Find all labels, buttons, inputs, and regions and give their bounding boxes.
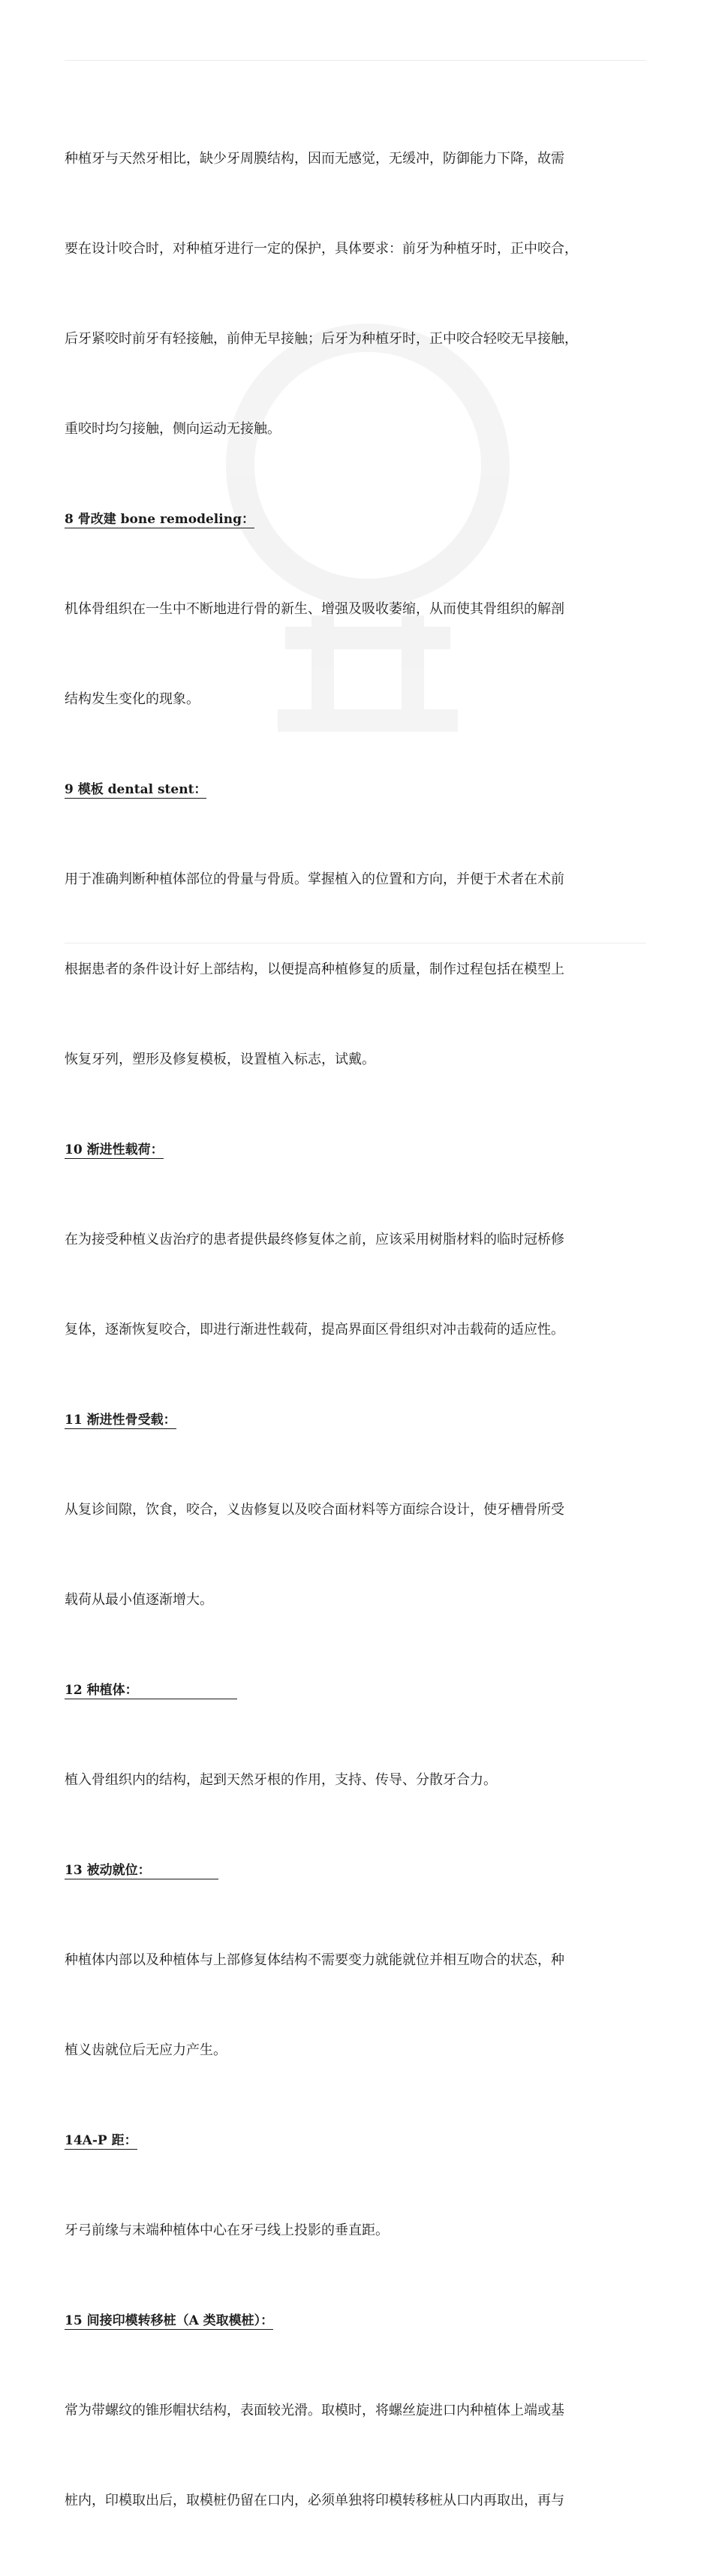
heading-progressive-bone-loading: 11 渐进性骨受载： — [65, 1413, 176, 1428]
text-line: 根据患者的条件设计好上部结构，以便提高种植修复的质量，制作过程包括在模型上 — [65, 961, 564, 977]
section-paragraph — [65, 805, 650, 1135]
heading-implant: 12 种植体： — [65, 1682, 237, 1699]
text-line: 种植牙与天然牙相比，缺少牙周膜结构，因而无感觉，无缓冲，防御能力下降，故需 — [65, 151, 564, 167]
section-heading — [65, 1855, 650, 1885]
section-heading — [65, 1135, 650, 1165]
heading-indirect-impression-coping: 15 间接印模转移桩（A 类取模桩）： — [65, 2313, 274, 2328]
heading-dental-stent: 9 模板 dental stent： — [65, 782, 207, 797]
text-line: 载荷从最小值逐渐增大。 — [65, 1592, 213, 1608]
section-paragraph — [65, 1705, 650, 1855]
text-line: 机体骨组织在一生中不断地进行骨的新生、增强及吸收萎缩，从而使其骨组织的解剖 — [65, 601, 564, 617]
text-line: 种植体内部以及种植体与上部修复体结构不需要变力就能就位并相互吻合的状态，种 — [65, 1952, 564, 1968]
section-paragraph — [65, 1885, 650, 2126]
section-paragraph — [65, 2156, 650, 2306]
document-body — [65, 84, 650, 2576]
section-heading — [65, 504, 650, 534]
text-line: 植义齿就位后无应力产生。 — [65, 2042, 227, 2058]
section-paragraph — [65, 1165, 650, 1405]
header-rule — [65, 60, 646, 61]
section-heading — [65, 775, 650, 805]
text-line: 恢复牙列，塑形及修复模板，设置植入标志，试戴。 — [65, 1052, 375, 1067]
heading-passive-fit: 13 被动就位： — [65, 1862, 218, 1879]
heading-ap-distance: 14A-P 距： — [65, 2133, 137, 2148]
text-line: 重咬时均匀接触，侧向运动无接触。 — [65, 421, 281, 437]
section-heading — [65, 1405, 650, 1435]
text-line: 常为带螺纹的锥形帽状结构，表面较光滑。取模时，将螺丝旋进口内种植体上端或基 — [65, 2403, 564, 2418]
heading-bone-remodeling: 8 骨改建 bone remodeling： — [65, 512, 254, 527]
heading-progressive-loading: 10 渐进性载荷： — [65, 1142, 164, 1157]
text-line: 从复诊间隙，饮食，咬合，义齿修复以及咬合面材料等方面综合设计，使牙槽骨所受 — [65, 1502, 564, 1518]
section-paragraph — [65, 2336, 650, 2576]
text-line: 用于准确判断种植体部位的骨量与骨质。掌握植入的位置和方向，并便于术者在术前 — [65, 871, 564, 887]
text-line: 桩内，印模取出后，取模桩仍留在口内，必须单独将印模转移桩从口内再取出，再与 — [65, 2493, 564, 2508]
text-line: 复体，逐渐恢复咬合，即进行渐进性载荷，提高界面区骨组织对冲击载荷的适应性。 — [65, 1322, 564, 1338]
text-line: 在为接受种植义齿治疗的患者提供最终修复体之前，应该采用树脂材料的临时冠桥修 — [65, 1232, 564, 1247]
intro-paragraph — [65, 84, 650, 504]
section-heading — [65, 2126, 650, 2156]
text-line: 植入骨组织内的结构，起到天然牙根的作用，支持、传导、分散牙合力。 — [65, 1772, 497, 1788]
text-line: 后牙紧咬时前牙有轻接触，前伸无早接触；后牙为种植牙时，正中咬合轻咬无早接触， — [65, 331, 578, 347]
text-line: 要在设计咬合时，对种植牙进行一定的保护，具体要求：前牙为种植牙时，正中咬合， — [65, 241, 578, 257]
section-heading — [65, 2306, 650, 2336]
text-line: 牙弓前缘与末端种植体中心在牙弓线上投影的垂直距。 — [65, 2222, 389, 2238]
text-line: 结构发生变化的现象。 — [65, 691, 200, 707]
section-paragraph — [65, 1435, 650, 1675]
section-paragraph — [65, 534, 650, 775]
section-heading — [65, 1675, 650, 1705]
